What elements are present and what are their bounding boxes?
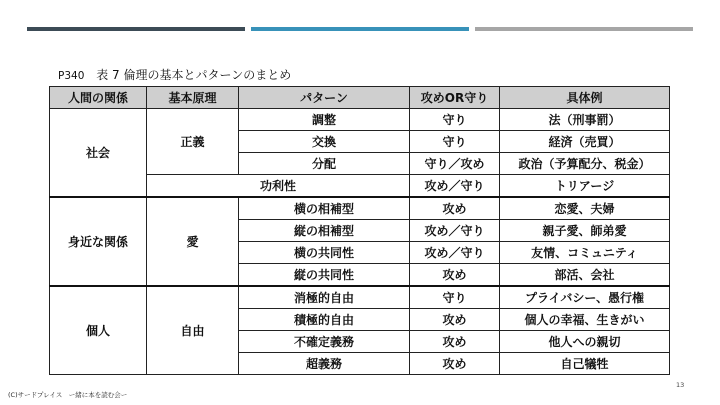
pattern-cell: 横の相補型 [239,197,410,220]
header-stance: 攻めOR守り [410,87,500,109]
table-row [50,197,670,220]
accent-bar-gray [475,27,693,31]
example-cell: 自己犠牲 [500,353,670,375]
ethics-summary-table [49,86,670,375]
example-cell: 部活、会社 [500,264,670,287]
example-cell: 恋愛、夫婦 [500,197,670,220]
relation-cell: 社会 [50,109,147,198]
example-cell: 政治（予算配分、税金） [500,153,670,175]
table-caption [58,66,291,83]
pattern-cell: 調整 [239,109,410,131]
stance-cell: 攻め [410,197,500,220]
header-pattern: パターン [239,87,410,109]
stance-cell: 攻め／守り [410,242,500,264]
header-principle: 基本原理 [147,87,239,109]
pattern-cell: 交換 [239,131,410,153]
example-cell: 経済（売買） [500,131,670,153]
pattern-cell: 消極的自由 [239,286,410,309]
relation-cell: 身近な関係 [50,197,147,286]
stance-cell: 守り [410,286,500,309]
accent-bar-blue [251,27,469,31]
table-title: 表 7 倫理の基本とパターンのまとめ [96,68,292,82]
principle-cell: 正義 [147,109,239,175]
table-row [50,109,670,131]
principle-cell: 自由 [147,286,239,375]
pattern-cell: 不確定義務 [239,331,410,353]
page-reference: P340 [58,70,85,82]
pattern-cell: 横の共同性 [239,242,410,264]
pattern-cell: 分配 [239,153,410,175]
example-cell: 親子愛、師弟愛 [500,220,670,242]
stance-cell: 攻め／守り [410,175,500,198]
example-cell: トリアージ [500,175,670,198]
stance-cell: 守り／攻め [410,153,500,175]
principle-cell: 愛 [147,197,239,286]
stance-cell: 守り [410,131,500,153]
stance-cell: 攻め [410,309,500,331]
stance-cell: 守り [410,109,500,131]
stance-cell: 攻め [410,331,500,353]
relation-cell: 個人 [50,286,147,375]
pattern-cell: 縦の共同性 [239,264,410,287]
example-cell: プライバシー、愚行権 [500,286,670,309]
page-number: 13 [676,381,685,389]
example-cell: 個人の幸福、生きがい [500,309,670,331]
pattern-cell: 超義務 [239,353,410,375]
table-body [50,109,670,375]
pattern-cell: 縦の相補型 [239,220,410,242]
header-example: 具体例 [500,87,670,109]
stance-cell: 攻め [410,264,500,287]
stance-cell: 攻め／守り [410,220,500,242]
pattern-cell: 積極的自由 [239,309,410,331]
header-relation: 人間の関係 [50,87,147,109]
merged-principle-pattern-cell: 功利性 [147,175,410,198]
example-cell: 他人への親切 [500,331,670,353]
example-cell: 法（刑事罰） [500,109,670,131]
accent-bar-dark [27,27,245,31]
stance-cell: 攻め [410,353,500,375]
table-row [50,286,670,309]
table-header-row [50,87,670,109]
footer-copyright: (C)サードプレイス ー緒に本を読む会ー [8,391,128,399]
example-cell: 友情、コミュニティ [500,242,670,264]
